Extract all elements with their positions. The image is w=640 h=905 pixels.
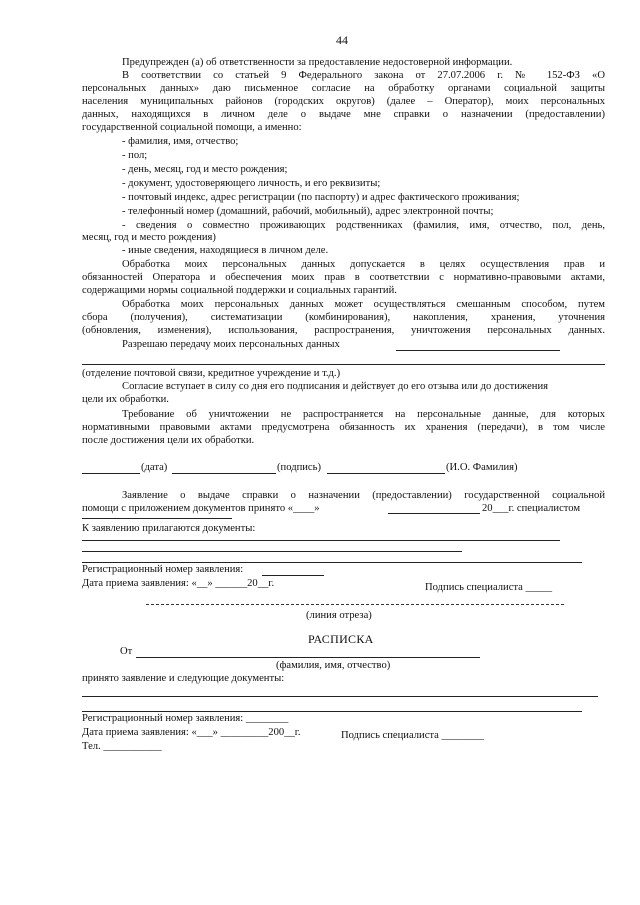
receipt-accepted-label: принято заявление и следующие документы: — [82, 673, 285, 684]
list-item: - документ, удостоверяющего личность, и его реквизиты; — [122, 178, 381, 189]
transfer-recipient-blank[interactable] — [396, 350, 560, 351]
name-label: (И.О. Фамилия) — [446, 462, 518, 473]
method-line-2: сбора (получения), систематизации (комбинирования), накопления, хранения, уточнения — [82, 312, 605, 323]
date-label: (дата) — [141, 462, 168, 473]
purpose-line-1: Обработка моих персональных данных допускается в целях осуществления прав и — [122, 259, 605, 270]
destruction-line-3: после достижения цели их обработки. — [82, 435, 255, 446]
transfer-hint: (отделение почтовой связи, кредитное учреждение и т.д.) — [82, 368, 341, 379]
attachments-blank-2[interactable] — [82, 551, 462, 552]
cut-line-label: (линия отреза) — [306, 610, 372, 621]
application-line-1: Заявление о выдаче справки о назначении (предоставлении) государственной социальной — [122, 490, 605, 501]
signature-blank[interactable] — [172, 473, 276, 474]
list-item: - фамилия, имя, отчество; — [122, 136, 239, 147]
validity-line-2: цели их обработки. — [82, 394, 169, 405]
application-line-2a: помощи с приложением документов принято «____» — [82, 503, 320, 514]
signature-label: (подпись) — [277, 462, 321, 473]
specialist-signature-label: Подпись специалиста _____ — [425, 582, 553, 593]
consent-line-4: данных, находящихся в личном деле о выдаче мне справки о назначении (предоставлении) — [82, 109, 605, 120]
receipt-from-blank[interactable] — [136, 657, 480, 658]
list-item: - день, месяц, год и место рождения; — [122, 164, 288, 175]
transfer-permission: Разрешаю передачу моих персональных данных — [122, 339, 340, 350]
validity-line-1: Согласие вступает в силу со дня его подписания и действует до его отзыва или до достижения — [122, 381, 548, 392]
page-number: 44 — [336, 33, 348, 47]
reg-number-label: Регистрационный номер заявления: — [82, 564, 244, 575]
specialist-blank[interactable] — [82, 518, 232, 519]
method-line-1: Обработка моих персональных данных может осуществляться смешанным способом, путем — [122, 299, 605, 310]
receipt-title: РАСПИСКА — [308, 632, 374, 646]
date-blank[interactable] — [82, 473, 140, 474]
receipt-date: Дата приема заявления: «___» _________200__г. — [82, 727, 301, 738]
attachments-label: К заявлению прилагаются документы: — [82, 523, 256, 534]
consent-line-5: государственной социальной помощи, а именно: — [82, 122, 302, 133]
receipt-specialist-signature: Подпись специалиста ________ — [341, 730, 484, 741]
purpose-line-3: содержащими нормы социальной поддержки и социальных гарантий. — [82, 285, 397, 296]
application-month-blank[interactable] — [388, 513, 480, 514]
attachments-blank-1[interactable] — [82, 540, 560, 541]
list-item: - почтовый индекс, адрес регистрации (по паспорту) и адрес фактического проживания; — [122, 192, 520, 203]
list-item: - пол; — [122, 150, 148, 161]
liability-warning: Предупрежден (а) об ответственности за предоставление недостоверной информации. — [122, 57, 513, 68]
method-line-3: (обновления, изменения), использования, распространения, уничтожения персональных данных. — [82, 325, 605, 336]
attachments-blank-3[interactable] — [82, 562, 582, 563]
cut-line — [146, 604, 564, 605]
transfer-recipient-blank-2[interactable] — [82, 364, 605, 365]
application-line-2b: 20___г. специалистом — [482, 503, 581, 514]
name-blank[interactable] — [327, 473, 445, 474]
list-item: - телефонный номер (домашний, рабочий, мобильный), адрес электронной почты; — [122, 206, 494, 217]
receipt-fio-hint: (фамилия, имя, отчество) — [276, 660, 391, 671]
receipt-from-label: От — [120, 646, 133, 657]
consent-line-1: В соответствии со статьей 9 Федерального закона от 27.07.2006 г. № 152-ФЗ «О — [122, 70, 605, 81]
destruction-line-1: Требование об уничтожении не распространяется на персональные данные, для которых — [122, 409, 605, 420]
consent-line-3: населения муниципальных районов (городских округов) (далее – Оператор), моих персональных — [82, 96, 605, 107]
receipt-date-label: Дата приема заявления: «__» ______20__г. — [82, 578, 275, 589]
consent-line-2: персональных данных» даю письменное согласие на обработку органами социальной защиты — [82, 83, 605, 94]
receipt-reg-number: Регистрационный номер заявления: ________ — [82, 713, 289, 724]
receipt-phone: Тел. ___________ — [82, 741, 162, 752]
receipt-docs-blank-2[interactable] — [82, 711, 582, 712]
destruction-line-2: нормативными правовыми актами предусмотрена обязанность их хранения (передачи), в том числе — [82, 422, 605, 433]
reg-number-blank[interactable] — [262, 575, 324, 576]
receipt-docs-blank-1[interactable] — [82, 696, 598, 697]
list-item-relatives: - сведения о совместно проживающих родственниках (фамилия, имя, отчество, пол, день, — [122, 220, 605, 231]
list-item-relatives-cont: месяц, год и место рождения) — [82, 232, 216, 243]
list-item: - иные сведения, находящиеся в личном деле. — [122, 245, 329, 256]
purpose-line-2: обязанностей Оператора и обеспечения моих прав в соответствии с нормативно-правовыми актами, — [82, 272, 605, 283]
